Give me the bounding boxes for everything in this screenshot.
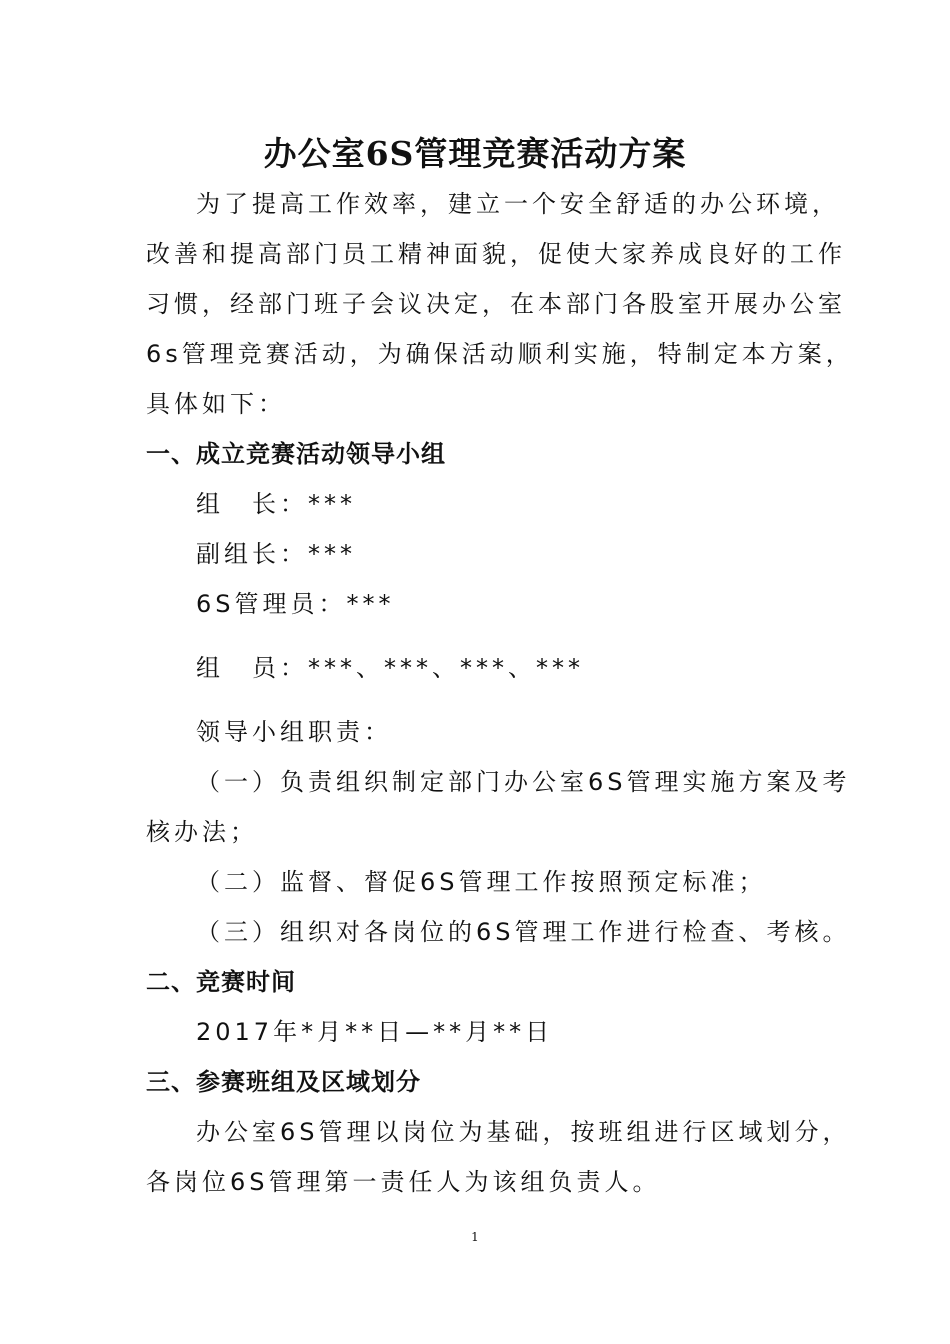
duties-label: 领导小组职责： [196, 718, 392, 746]
page-number: 1 [471, 1230, 479, 1244]
leader-line: 组 长：*** [196, 490, 356, 518]
admin-line: 6S管理员：*** [196, 590, 395, 618]
section-3-heading: 三、参赛班组及区域划分 [146, 1068, 421, 1096]
duty-2-line: （二）监督、督促6S管理工作按照预定标准； [196, 868, 767, 896]
duty-3-line: （三）组织对各岗位的6S管理工作进行检查、考核。 [196, 918, 851, 946]
document-title: 办公室6S管理竞赛活动方案 [263, 134, 687, 173]
section-2-heading: 二、竞赛时间 [146, 968, 296, 996]
intro-line-3: 习惯，经部门班子会议决定，在本部门各股室开展办公室 [146, 290, 846, 318]
duty-1-line-2: 核办法； [146, 818, 258, 846]
deputy-line: 副组长：*** [196, 540, 356, 568]
intro-line-5: 具体如下： [146, 390, 286, 418]
section-1-heading: 一、成立竞赛活动领导小组 [146, 440, 446, 468]
intro-line-2: 改善和提高部门员工精神面貌，促使大家养成良好的工作 [146, 240, 846, 268]
duty-1-line-1: （一）负责组织制定部门办公室6S管理实施方案及考 [196, 768, 851, 796]
section-3-line-1: 办公室6S管理以岗位为基础，按班组进行区域划分， [196, 1118, 851, 1146]
intro-line-1: 为了提高工作效率，建立一个安全舒适的办公环境， [196, 190, 840, 218]
period-line: 2017年*月**日—**月**日 [196, 1018, 554, 1046]
intro-line-4: 6s管理竞赛活动，为确保活动顺利实施，特制定本方案， [146, 340, 854, 368]
members-line: 组 员：***、***、***、*** [196, 654, 584, 682]
section-3-line-2: 各岗位6S管理第一责任人为该组负责人。 [146, 1168, 661, 1196]
